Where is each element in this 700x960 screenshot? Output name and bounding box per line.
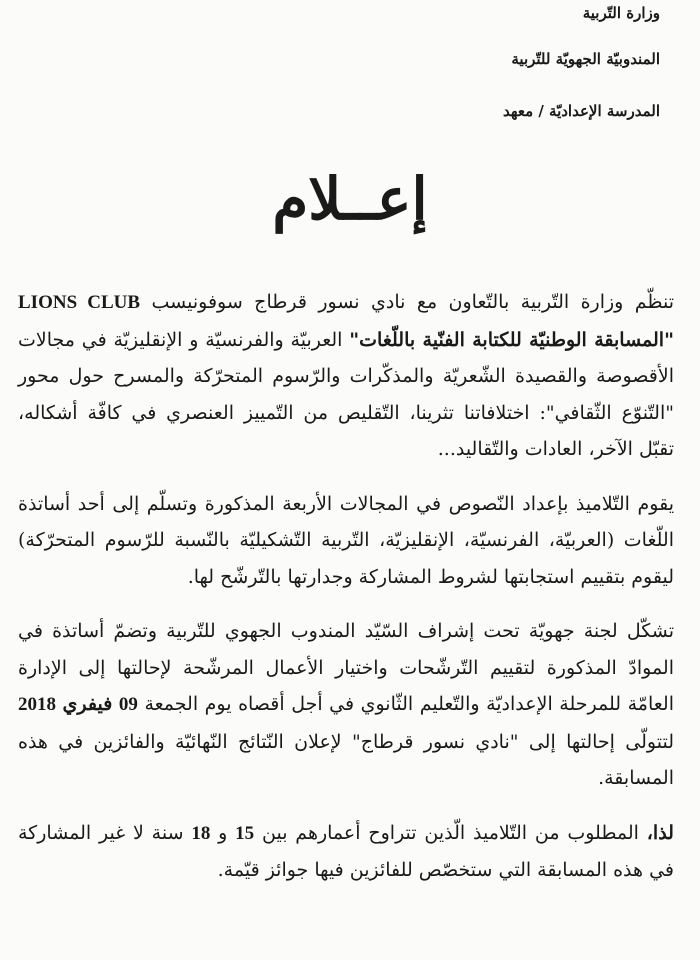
eligibility-lead: لذا،	[646, 821, 674, 844]
committee-text-2: لتتولّى إحالتها إلى "نادي نسور قرطاج" لإعلان النّتائج النّهائيّة والفائزين في هذه المسابقة.	[18, 730, 674, 789]
page-title: إعــلام	[272, 165, 428, 233]
school-name: المدرسة الإعداديّة / معهد	[503, 102, 660, 120]
deadline-month: فيفري	[62, 693, 113, 715]
ministry-name: وزارة التّربية	[582, 4, 660, 22]
intro-text-1: تنظّم وزارة التّربية بالتّعاون مع نادي نسور قرطاج سوفونيسب	[151, 291, 675, 313]
eligibility-text-2: سنة لا غير المشاركة في هذه المسابقة التي ستخصّص للفائزين فيها جوائز قيّمة.	[18, 821, 674, 881]
committee-text-1: تشكّل لجنة جهويّة تحت إشراف السّيّد المندوب الجهوي للتّربية وتضمّ أساتذة في الموادّ المذكورة لتقييم التّرشّحات واختيار الأعمال المرشّحة لإحالتها إلى الإدارة العامّة للمرحلة الإعداديّة والتّعليم الثّانوي في أجل أقصاه يوم الجمعة	[18, 620, 674, 715]
eligibility-text-1: المطلوب من التّلاميذ الّذين تتراوح أعمارهم بين	[262, 821, 639, 844]
competition-name: "المسابقة الوطنيّة للكتابة الفنّية باللّغات"	[349, 328, 674, 351]
paragraph-intro	[18, 284, 674, 468]
paragraph-eligibility	[18, 815, 674, 889]
announcement-body	[18, 284, 674, 889]
paragraph-procedure	[18, 486, 674, 596]
age-min: 15	[235, 822, 255, 844]
regional-office-name: المندوبيّة الجهويّة للتّربية	[511, 50, 660, 68]
age-max: 18	[191, 822, 211, 844]
age-and: و	[218, 821, 228, 844]
deadline-day: 09	[118, 694, 138, 715]
procedure-text: يقوم التّلاميذ بإعداد النّصوص في المجالات الأربعة المذكورة وتسلّم إلى أحد أساتذة اللّغات (العربيّة، الفرنسيّة، الإنقليزيّة، التّربية التّشكيليّة بالنّسبة للرّسوم المتحرّكة) ليقوم بتقييم استجابتها لشروط المشاركة وجدارتها بالتّرشّح لها.	[18, 492, 674, 588]
club-name: LIONS CLUB	[18, 292, 141, 313]
paragraph-committee	[18, 613, 674, 797]
deadline-year: 2018	[18, 694, 56, 715]
intro-text-2: العربيّة والفرنسيّة و الإنقليزيّة في مجالات الأقصوصة والقصيدة الشّعريّة والمذكّرات والرّسوم المتحرّكة والمسرح حول محور "التّنوّع الثّقافي": اختلافاتنا تثرينا، التّقليص من التّمييز العنصري في كافّة أشكاله، تقبّل الآخر، العادات والتّقاليد...	[18, 328, 674, 460]
